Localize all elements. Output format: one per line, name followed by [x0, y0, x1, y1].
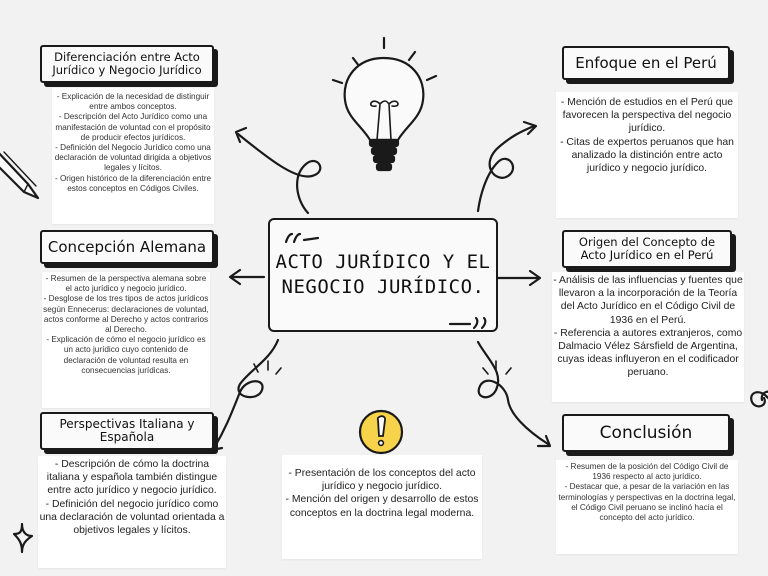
arrow-bottom-left-icon — [210, 340, 281, 450]
diferenciacion-point-4: - Origen histórico de la diferenciación entre estos conceptos en Códigos Civiles. — [54, 173, 212, 193]
diferenciacion-point-1: - Explicación de la necesidad de distinguir entre ambos conceptos. — [56, 92, 210, 112]
origen-title-line1: Origen del Concepto de — [578, 235, 716, 250]
conclusion-title: Conclusión — [599, 422, 693, 443]
italiana-point-1: - Descripción de cómo la doctrina italiana y española también distingue entre acto jurídico y negocio jurídico. — [46, 459, 218, 497]
node-title-conclusion — [562, 414, 730, 452]
alemana-title: Concepción Alemana — [47, 237, 207, 256]
peru-point-1: - Mención de estudios en el Perú que favorecen la perspectiva del negocio jurídico. — [560, 97, 734, 135]
arrow-left-icon — [230, 270, 264, 284]
diferenciacion-notes — [52, 88, 214, 224]
node-title-alemana — [40, 230, 214, 264]
light-bulb-icon — [333, 38, 436, 170]
arrow-top-right-icon — [478, 122, 536, 211]
pencil-icon — [0, 150, 38, 198]
node-title-peru — [562, 46, 730, 80]
centro-point-2: - Mención del origen y desarrollo de estos conceptos en la doctrina legal moderna. — [285, 494, 479, 519]
node-title-italiana — [40, 412, 214, 450]
close-quote-icon — [446, 312, 494, 332]
italiana-title-line2: Española — [99, 430, 155, 444]
peru-point-2: - Citas de expertos peruanos que han analizado la distinción entre acto jurídico y negocio jurídico. — [560, 136, 734, 175]
origen-notes — [552, 272, 744, 402]
centro-point-1: - Presentación de los conceptos del acto jurídico y negocio jurídico. — [288, 468, 476, 493]
open-quote-icon — [282, 228, 322, 248]
diferenciacion-title-line1: Diferenciación entre Acto — [54, 50, 200, 65]
conclusion-point-2: - Destacar que, a pesar de la variación en las terminologías y perspectivas en la doctrina legal, el Código Civil peruano se inclinó hacia el concepto del acto jurídico. — [558, 482, 736, 523]
italiana-notes — [38, 456, 226, 568]
central-title-line1: ACTO JURÍDICO Y EL — [275, 251, 491, 273]
conclusion-point-1: - Resumen de la posición del Código Civil de 1936 respecto al acto jurídico. — [565, 462, 729, 482]
origen-point-2: - Referencia a autores extranjeros, como Dalmacio Vélez Sársfield de Argentina, cuyas ideas influyeron en el codificador peruano. — [553, 327, 743, 379]
alemana-point-3: - Explicación de cómo el negocio jurídico es un acto jurídico cuyo contenido de declaración de voluntad resulta en consecuencias jurídicas. — [46, 335, 206, 375]
swirl-icon — [751, 392, 768, 407]
node-title-diferenciacion — [40, 45, 214, 83]
sparkle-icon — [14, 524, 32, 552]
central-title-line2: NEGOCIO JURÍDICO. — [281, 276, 485, 298]
peru-title: Enfoque en el Perú — [575, 53, 717, 72]
conclusion-notes — [556, 460, 738, 554]
arrow-bottom-right-icon — [478, 342, 550, 446]
diferenciacion-point-2: - Descripción del Acto Jurídico como una manifestación de voluntad con el propósito de producir efectos jurídicos. — [55, 112, 211, 142]
origen-title-line2: Acto Jurídico en el Perú — [580, 248, 714, 262]
exclamation-icon — [360, 411, 402, 453]
alemana-notes — [42, 272, 210, 408]
node-title-origen — [562, 230, 732, 268]
arrow-top-left-icon — [236, 128, 320, 213]
centro-notes — [282, 455, 482, 559]
diferenciacion-point-3: - Definición del Negocio Jurídico como una declaración de voluntad dirigida a objetivos legales y lícitos. — [54, 143, 212, 173]
alemana-point-1: - Resumen de la perspectiva alemana sobre el acto jurídico y negocio jurídico. — [45, 274, 207, 294]
arrow-right-icon — [498, 271, 540, 285]
alemana-point-2: - Desglose de los tres tipos de actos jurídicos según Ennecerus: declaraciones de voluntad, actos conforme al Derecho y actos contrarios al Derecho. — [43, 294, 209, 335]
italiana-title-line1: Perspectivas Italiana y — [59, 416, 195, 431]
peru-notes — [556, 92, 738, 218]
italiana-point-2: - Definición del negocio jurídico como una declaración de voluntad orientada a objetivos legales y lícitos. — [39, 498, 225, 537]
origen-point-1: - Análisis de las influencias y fuentes que llevaron a la incorporación de la Teoría del Acto Jurídico en el Código Civil de 1936 en el Perú. — [553, 275, 743, 326]
diferenciacion-title-line2: Jurídico y Negocio Jurídico — [52, 63, 202, 77]
